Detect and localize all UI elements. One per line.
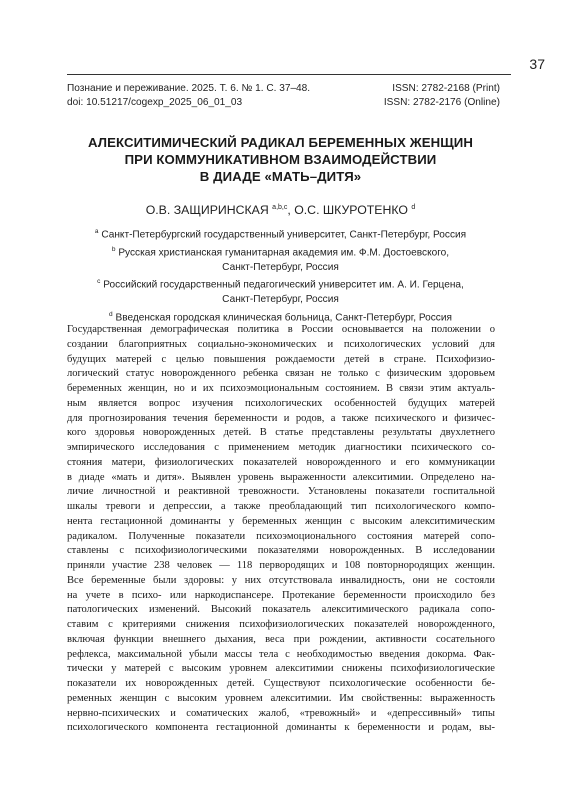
author-affiliation-mark: d <box>411 203 416 211</box>
abstract-line: стояния матери, физиологических показателей новорожденного и его коммуникации <box>67 456 495 468</box>
affiliation-text: Российский государственный педагогический университет им. А. И. Герцена, <box>103 279 464 291</box>
affiliation-mark: d <box>109 310 113 318</box>
issn-online: ISSN: 2782-2176 (Online) <box>383 96 500 108</box>
abstract-line: ным является вопрос изучения психологических особенностей будущих матерей <box>67 397 495 409</box>
meta-row-2 <box>67 96 500 110</box>
affiliation <box>40 225 521 243</box>
affiliation-mark: a <box>94 228 99 235</box>
affiliation-mark: b <box>111 245 116 253</box>
abstract-line: радикалом. Полученные показатели психоэмоционального состояния матерей сопо- <box>67 530 495 542</box>
abstract-line: ставлены с психофизиологическими показателями новорожденных. В исследовании <box>67 545 495 557</box>
abstract-line: будущих матерей с целью повышения рождаемости детей в стране. Психофизио- <box>67 353 495 365</box>
affiliation-text: Русская христианская гуманитарная академия им. Ф.М. Достоевского, <box>118 247 450 259</box>
abstract-line: логический статус новорожденного ребенка связан не только с физическим здоровьем <box>67 368 495 380</box>
abstract-line: эмпирического исследования с применением методик диагностики психического со- <box>67 442 495 453</box>
abstract-line: приняли участие 238 человек — 118 первородящих и 108 повторнородящих женщин. <box>67 560 495 571</box>
affiliation-continuation: Санкт-Петербург, Россия <box>222 294 339 306</box>
abstract-line: включая функции внешнего дыхания, веса при рождении, активности сосательного <box>67 633 495 645</box>
title-line: ПРИ КОММУНИКАТИВНОМ ВЗАИМОДЕЙСТВИИ <box>124 152 437 167</box>
abstract-line: нента гестационной доминанты у беременных женщин с высоким алекситимическим <box>67 515 495 527</box>
abstract-line: показатели их новорожденных детей. Существуют психологические особенности бе- <box>67 678 495 689</box>
abstract-line: шкалы тревоги и депрессии, а также преобладающий тип психологического компо- <box>67 501 495 512</box>
abstract-line: психологического компонента гестационной доминанты к беременности и родам, вы- <box>67 722 495 734</box>
affiliation <box>40 275 521 293</box>
title-line: АЛЕКСИТИМИЧЕСКИЙ РАДИКАЛ БЕРЕМЕННЫХ ЖЕНЩИН <box>88 135 473 150</box>
abstract-line: на учете в психо- или наркодиспансере. Протекание беременности происходило без <box>67 589 495 601</box>
page-number: 37 <box>529 56 545 72</box>
article-title <box>40 134 521 185</box>
abstract-line: тически у матерей с высоким уровнем алекситимии снижены психофизиологические <box>67 663 495 675</box>
affiliation-text: Санкт-Петербургский государственный университет, Санкт-Петербург, Россия <box>101 229 467 241</box>
meta-row-1 <box>67 82 500 96</box>
author-affiliation-mark: a,b,c <box>272 203 288 211</box>
journal-citation: Познание и переживание. 2025. Т. 6. № 1. С. 37–48. <box>67 83 311 94</box>
author-name: О.С. ШКУРОТЕНКО <box>294 203 408 217</box>
abstract-line: ременных женщин с высоким уровнем алекситимии. Им свойственны: выраженность <box>67 692 495 704</box>
author-list <box>40 203 521 217</box>
abstract-line: для прогнозирования течения беременности и родов, а также психического и физичес- <box>67 412 495 424</box>
abstract-line: рефлекса, максимальной убыли массы тела с необходимостью введения докорма. Фак- <box>67 648 495 660</box>
abstract-line: кого здоровья новорожденных детей. В статье представлены результаты двухлетнего <box>67 427 495 439</box>
abstract-line: беременных женщин, но и их психоэмоциональным состоянием. В связи этим актуаль- <box>67 383 495 394</box>
abstract-line: личие личностной и реактивной тревожности. Установлены показатели госпитальной <box>67 486 495 498</box>
affiliation <box>40 243 521 261</box>
title-line: В ДИАДЕ «МАТЬ–ДИТЯ» <box>199 169 362 184</box>
abstract-line: нервно-психических и соматических жалоб, «тревожный» и «депрессивный» типы <box>67 707 495 719</box>
abstract-line: патологических изменений. Высокий показатель алекситимического радикала сопо- <box>67 604 495 616</box>
abstract-line: Государственная демографическая политика в России основывается на положении о <box>67 324 495 335</box>
abstract-line: в диаде «мать и дитя». Выявлен уровень выраженности алекситимии. Определено на- <box>67 471 495 483</box>
affiliation-continuation: Санкт-Петербург, Россия <box>222 261 339 273</box>
journal-meta <box>67 82 500 109</box>
author-name: О.В. ЗАЩИРИНСКАЯ <box>145 203 269 217</box>
affiliation-text: Введенская городская клиническая больница, Санкт-Петербург, Россия <box>115 311 452 323</box>
abstract-line: создании благоприятных социально-экономических и психологических условий для <box>67 338 495 350</box>
abstract-line: ставим с критериями снижения психофизиологических показателей новорожденного, <box>67 619 495 630</box>
doi: doi: 10.51217/cogexp_2025_06_01_03 <box>67 96 243 108</box>
affiliation-mark: c <box>97 278 101 286</box>
author-separator: , <box>287 203 291 217</box>
abstract <box>67 323 495 736</box>
abstract-line: Все беременные были здоровы: у них отсутствовала инвалидность, они не состояли <box>67 574 495 586</box>
header-rule <box>67 74 511 75</box>
issn-print: ISSN: 2782-2168 (Print) <box>392 83 500 94</box>
affiliation-list <box>40 225 521 325</box>
